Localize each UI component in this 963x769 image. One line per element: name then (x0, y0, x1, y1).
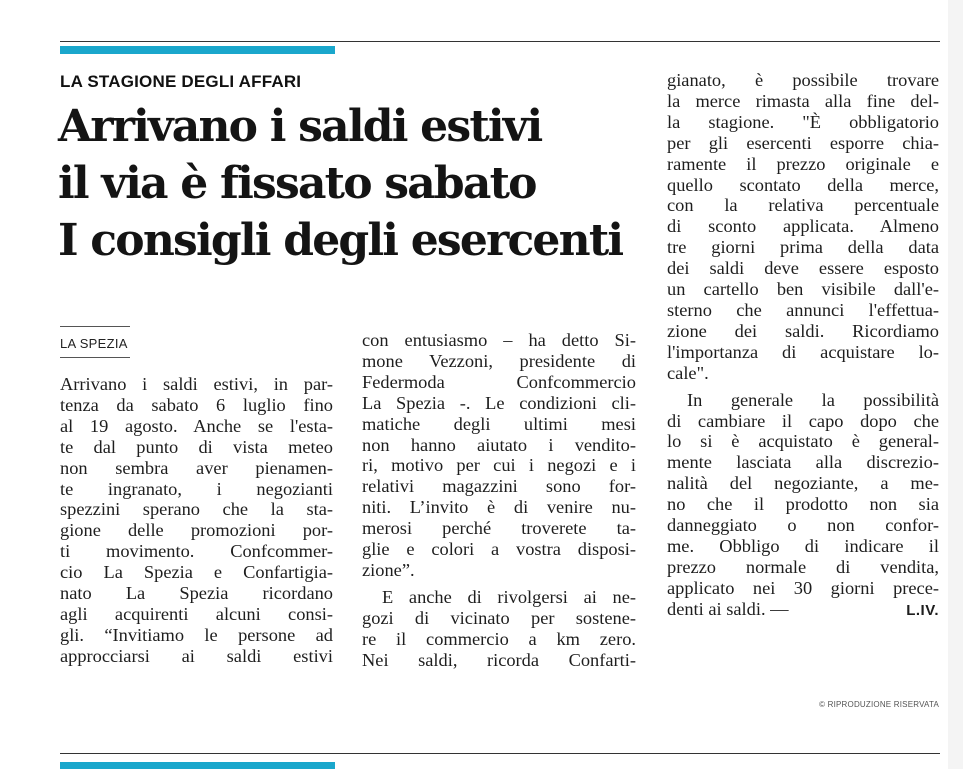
article-column-2 (362, 330, 636, 671)
text-line: L.IV. denti ai saldi. — (667, 599, 939, 620)
text-line: spezzini sperano che la sta- (60, 499, 333, 520)
text-line: te dal punto di vista meteo (60, 436, 333, 457)
text-line: Federmoda Confcommercio (362, 371, 636, 392)
dateline-rule-bottom (60, 357, 130, 358)
text-line: con entusiasmo – ha detto Si- (362, 330, 636, 350)
article-column-3 (667, 70, 939, 622)
text-line: gione delle promozioni por- (60, 520, 333, 541)
text-line: agli acquirenti alcuni consi- (60, 603, 333, 624)
text-line: merosi perché troverete ta- (362, 518, 636, 539)
text-line: tre giorni prima della data (667, 237, 939, 258)
bottom-rule (60, 753, 940, 754)
text-line: zione”. (362, 559, 415, 580)
text-line: con la relativa percentuale (667, 195, 939, 216)
top-rule (60, 41, 940, 42)
text-line: la merce rimasta alla fine del- (667, 90, 939, 111)
text-line: sterno che annunci l'effettua- (667, 299, 939, 320)
text-line: gozi di vicinato per sostene- (362, 607, 636, 628)
text-line: mente lasciata alla discrezio- (667, 452, 939, 473)
headline-line: I consigli degli esercenti (58, 215, 623, 266)
text-line: ramente il prezzo originale e (667, 153, 939, 174)
text-line: non hanno aiutato i vendito- (362, 434, 636, 455)
text-line: nalità del negoziante, a me- (667, 473, 939, 494)
text-line: danneggiato o non confor- (667, 515, 939, 536)
text-line: gianato, è possibile trovare (667, 70, 939, 90)
text-line: applicato nei 30 giorni prece- (667, 577, 939, 598)
text-line: approcciarsi ai saldi estivi (60, 645, 333, 666)
text-line: quello scontato della merce, (667, 174, 939, 195)
text-line: l'importanza di acquistare lo- (667, 341, 939, 362)
text-line: glie e colori a vostra disposi- (362, 539, 636, 560)
dateline: LA SPEZIA (60, 336, 128, 351)
text-line: dei saldi deve essere esposto (667, 258, 939, 279)
text-line: cale". (667, 362, 709, 383)
text-line: Nei saldi, ricorda Confarti- (362, 649, 636, 670)
bottom-accent-bar (60, 762, 335, 769)
text-line: matiche degli ultimi mesi (362, 413, 636, 434)
text-line: re il commercio a km zero. (362, 628, 636, 649)
headline-line: il via è fissato sabato (58, 158, 536, 209)
copyright-notice: © RIPRODUZIONE RISERVATA (819, 700, 939, 709)
text-line: nato La Spezia ricordano (60, 583, 333, 604)
text-line: te ingranato, i negozianti (60, 478, 333, 499)
page-edge-shadow (948, 0, 963, 769)
text-line: E anche di rivolgersi ai ne- (382, 586, 636, 607)
text-line: di cambiare il capo dopo che (667, 410, 939, 431)
top-accent-bar (60, 46, 335, 54)
text-line: cio La Spezia e Confartigia- (60, 562, 333, 583)
text-line: zione dei saldi. Ricordiamo (667, 320, 939, 341)
text-line: mone Vezzoni, presidente di (362, 350, 636, 371)
text-line: La Spezia -. Le condizioni cli- (362, 392, 636, 413)
text-line: Arrivano i saldi estivi, in par- (60, 374, 333, 394)
text-line: tenza da sabato 6 luglio fino (60, 394, 333, 415)
author-initials: L.IV. (906, 601, 939, 619)
text-line: ti movimento. Confcommer- (60, 541, 333, 562)
text-line: gli. “Invitiamo le persone ad (60, 624, 333, 645)
text-line: no che il prodotto non sia (667, 494, 939, 515)
text-line: In generale la possibilità (687, 389, 939, 410)
text-line: relativi magazzini sono for- (362, 476, 636, 497)
text-line: niti. L’invito è di venire nu- (362, 497, 636, 518)
article-column-1 (60, 374, 333, 667)
dateline-rule-top (60, 326, 130, 327)
headline (58, 98, 622, 269)
text-line: ri, motivo per cui i negozi e i (362, 455, 636, 476)
text-line: prezzo normale di vendita, (667, 556, 939, 577)
text-line: non sembra aver pienamen- (60, 457, 333, 478)
text-line: la stagione. "È obbligatorio (667, 111, 939, 132)
text-line: al 19 agosto. Anche se l'esta- (60, 415, 333, 436)
text-line: di sconto applicata. Almeno (667, 216, 939, 237)
text-line: lo si è acquistato è general- (667, 431, 939, 452)
text-line: per gli esercenti esporre chia- (667, 132, 939, 153)
headline-line: Arrivano i saldi estivi (58, 101, 542, 152)
kicker: LA STAGIONE DEGLI AFFARI (60, 72, 302, 91)
text-line: me. Obbligo di indicare il (667, 535, 939, 556)
text-line: un cartello ben visibile dall'e- (667, 279, 939, 300)
